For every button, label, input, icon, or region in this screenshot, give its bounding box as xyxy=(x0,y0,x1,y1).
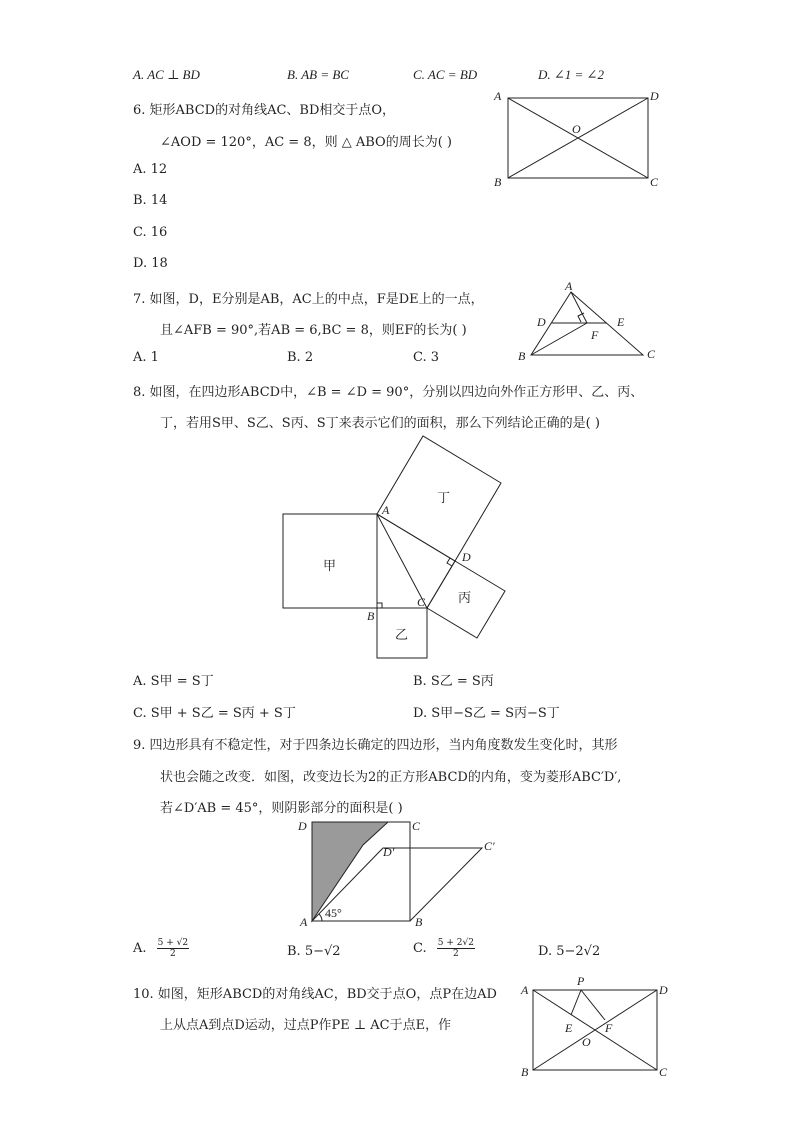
q8-label-a: A xyxy=(382,503,390,517)
q7-stem-line2: 且∠AFB = 90°,若AB = 6,BC = 8，则EF的长为( ) xyxy=(160,323,467,338)
q8-label-jia: 甲 xyxy=(323,559,337,574)
q6-label-d: D xyxy=(650,89,659,103)
q9-option-a-fraction xyxy=(157,938,189,959)
q8-option-d: D. S甲−S乙 = S丙−S丁 xyxy=(413,706,560,721)
q7-stem-line1: 7. 如图，D，E分别是AB，AC上的中点，F是DE上的一点， xyxy=(133,292,484,307)
q10-label-e: E xyxy=(565,1021,573,1035)
q7-label-c: C xyxy=(647,347,656,361)
q8-right-angle-b xyxy=(377,603,382,608)
q10-label-o: O xyxy=(582,1035,591,1049)
q9-option-c-fraction xyxy=(437,938,475,959)
q9-rhombus-figure xyxy=(290,812,510,932)
q8-option-b: B. S乙 = S丙 xyxy=(413,674,494,689)
q9-option-c xyxy=(413,938,475,959)
q6-label-o: O xyxy=(572,122,581,136)
q5-option-d: D. ∠1 = ∠2 xyxy=(538,67,604,82)
q9-label-dp: D′ xyxy=(383,845,395,859)
q8-label-c: C xyxy=(417,595,426,609)
q7-option-c: C. 3 xyxy=(413,350,440,365)
q9-option-a xyxy=(133,938,189,959)
q5-option-b: B. AB = BC xyxy=(287,67,349,82)
q6-stem-line1: 6. 矩形ABCD的对角线AC、BD相交于点O， xyxy=(133,103,396,118)
q9-label-a: A xyxy=(300,915,308,929)
q9-option-c-numerator: 5 + 2√2 xyxy=(437,938,474,948)
q9-label-cp: C′ xyxy=(484,839,495,853)
q7-label-a: A xyxy=(565,279,573,293)
q7-option-a: A. 1 xyxy=(133,350,159,365)
q6-option-c: C. 16 xyxy=(133,225,168,240)
q7-label-d: D xyxy=(537,315,546,329)
q9-stem-line2: 状也会随之改变．如图，改变边长为2的正方形ABCD的内角，变为菱形ABC′D′, xyxy=(160,770,622,785)
q6-option-d: D. 18 xyxy=(133,256,168,271)
q9-angle-arc xyxy=(319,914,322,921)
q7-label-f: F xyxy=(591,328,599,342)
q10-label-c: C xyxy=(659,1065,668,1079)
q9-option-d: D. 5−2√2 xyxy=(538,944,601,959)
q6-label-c: C xyxy=(650,175,659,189)
q8-quadrilateral-abcd xyxy=(377,514,427,608)
q10-segment-pe xyxy=(571,990,581,1015)
q8-label-bing: 丙 xyxy=(458,591,472,606)
q8-quadrilateral-outline xyxy=(377,514,455,608)
q6-label-a: A xyxy=(494,89,502,103)
q7-label-e: E xyxy=(617,315,625,329)
q6-label-b: B xyxy=(494,175,502,189)
q10-segment-pf xyxy=(581,990,605,1020)
q6-stem-line2: ∠AOD = 120°，AC = 8，则 △ ABO的周长为( ) xyxy=(160,135,452,150)
q6-option-b: B. 14 xyxy=(133,193,168,208)
q9-option-b: B. 5−√2 xyxy=(287,944,341,959)
q10-rectangle-figure xyxy=(515,972,675,1082)
q9-option-a-label: A. xyxy=(133,941,147,956)
q10-stem-line2: 上从点A到点D运动，过点P作PE ⊥ AC于点E，作 xyxy=(160,1018,452,1033)
q9-option-c-denominator: 2 xyxy=(452,949,459,959)
q6-option-a: A. 12 xyxy=(133,162,168,177)
q10-label-b: B xyxy=(521,1065,529,1079)
q10-stem-line1: 10. 如图，矩形ABCD的对角线AC，BD交于点O，点P在边AD xyxy=(133,987,497,1002)
q7-label-b: B xyxy=(518,349,526,363)
q9-stem-line1: 9. 四边形具有不稳定性，对于四条边长确定的四边形，当内角度数发生变化时，其形 xyxy=(133,738,618,753)
q9-stem-line3: 若∠D′AB = 45°，则阴影部分的面积是( ) xyxy=(160,801,403,816)
q5-option-a: A. AC ⊥ BD xyxy=(133,67,200,82)
q8-option-c: C. S甲 + S乙 = S丙 + S丁 xyxy=(133,706,296,721)
q8-option-a: A. S甲 = S丁 xyxy=(133,674,214,689)
q9-label-c: C xyxy=(412,819,421,833)
q8-stem-line2: 丁，若用S甲、S乙、S丙、S丁来表示它们的面积，那么下列结论正确的是( ) xyxy=(160,416,600,431)
q5-option-c: C. AC = BD xyxy=(413,67,478,82)
q9-label-angle: 45° xyxy=(325,906,342,920)
q10-label-p: P xyxy=(577,974,585,988)
q8-label-b: B xyxy=(367,609,375,623)
q9-shaded-region xyxy=(312,822,388,921)
q10-label-a: A xyxy=(521,983,529,997)
q8-label-d: D xyxy=(462,550,471,564)
q10-label-f: F xyxy=(605,1021,613,1035)
q9-label-d: D xyxy=(298,819,307,833)
q7-option-b: B. 2 xyxy=(287,350,314,365)
q9-option-a-denominator: 2 xyxy=(170,949,176,959)
q9-option-c-label: C. xyxy=(413,941,427,956)
q8-label-ding: 丁 xyxy=(437,491,451,506)
q9-label-b: B xyxy=(415,915,423,929)
q8-stem-line1: 8. 如图，在四边形ABCD中，∠B = ∠D = 90°，分别以四边向外作正方形甲、乙、丙、 xyxy=(133,385,644,400)
q8-label-yi: 乙 xyxy=(395,628,409,643)
q10-label-d: D xyxy=(659,983,668,997)
q9-option-a-numerator: 5 + √2 xyxy=(157,938,189,948)
